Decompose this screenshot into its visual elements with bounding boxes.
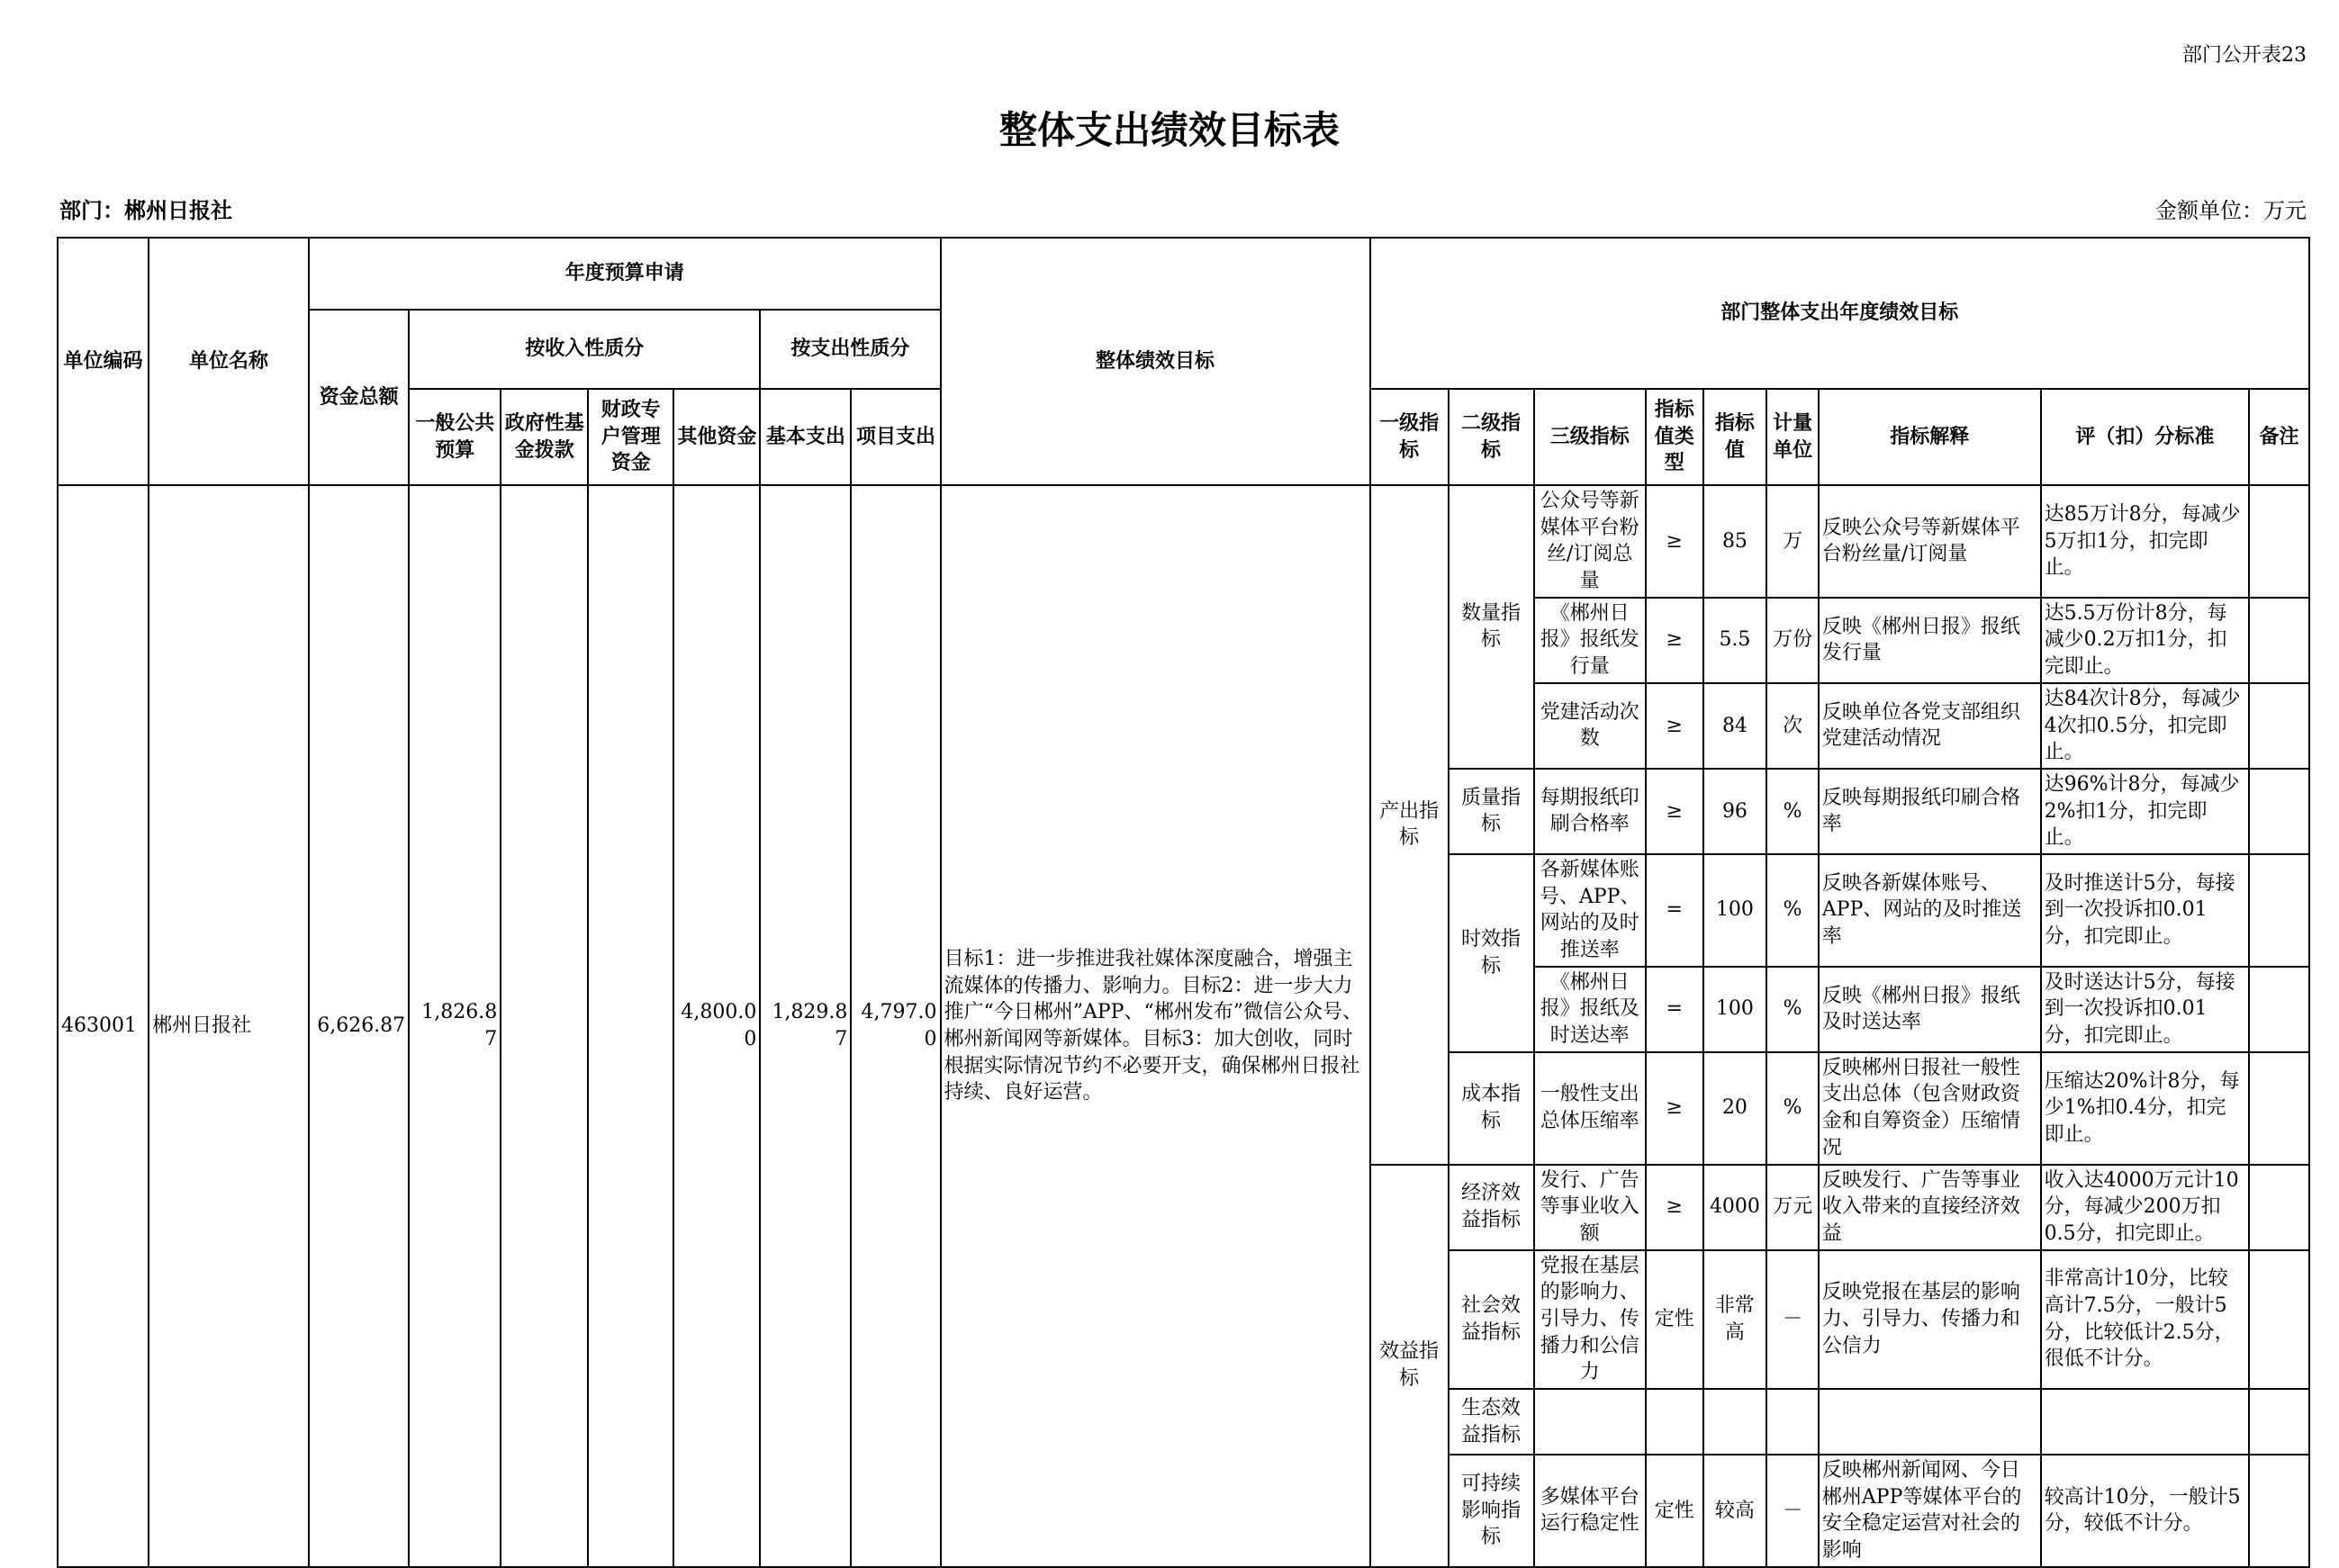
header-gov-fund: 政府性基金拨款 — [501, 389, 588, 485]
indicator-scoring: 达96%计8分，每减少2%扣1分，扣完即止。 — [2041, 769, 2249, 854]
indicator-explain: 反映单位各党支部组织党建活动情况 — [1819, 683, 2041, 769]
indicator-unit: 万 — [1766, 485, 1819, 598]
cell-level2-economic: 经济效益指标 — [1449, 1165, 1534, 1250]
indicator-unit: % — [1766, 769, 1819, 854]
cell-level1-output: 产出指标 — [1370, 485, 1449, 1165]
indicator-value: 20 — [1703, 1052, 1767, 1165]
indicator-type: ≥ — [1646, 769, 1703, 854]
header-level1: 一级指标 — [1370, 389, 1449, 485]
header-basic-expense: 基本支出 — [760, 389, 851, 485]
department-label: 部门：郴州日报社 — [59, 197, 232, 223]
indicator-explain: 反映发行、广告等事业收入带来的直接经济效益 — [1819, 1165, 2041, 1250]
header-level2: 二级指标 — [1449, 389, 1534, 485]
indicator-unit: % — [1766, 1052, 1819, 1165]
header-level3: 三级指标 — [1534, 389, 1646, 485]
indicator-name: 党报在基层的影响力、引导力、传播力和公信力 — [1534, 1250, 1646, 1389]
indicator-name: 党建活动次数 — [1534, 683, 1646, 769]
indicator-unit: % — [1766, 967, 1819, 1052]
indicator-name: 发行、广告等事业收入额 — [1534, 1165, 1646, 1250]
indicator-remark — [2249, 683, 2309, 769]
cell-special-account — [588, 485, 673, 1567]
indicator-type: ≥ — [1646, 1165, 1703, 1250]
header-general-budget: 一般公共预算 — [409, 389, 501, 485]
indicator-explain: 反映各新媒体账号、APP、网站的及时推送率 — [1819, 854, 2041, 967]
indicator-remark — [2249, 967, 2309, 1052]
indicator-explain: 反映郴州新闻网、今日郴州APP等媒体平台的安全稳定运营对社会的影响 — [1819, 1455, 2041, 1567]
cell-level2-cost: 成本指标 — [1449, 1052, 1534, 1165]
indicator-value: 较高 — [1703, 1455, 1767, 1567]
header-by-income: 按收入性质分 — [409, 310, 760, 389]
cell-level1-benefit: 效益指标 — [1370, 1165, 1449, 1567]
indicator-name: 公众号等新媒体平台粉丝/订阅总量 — [1534, 485, 1646, 598]
header-unit-code: 单位编码 — [58, 238, 149, 485]
indicator-value: 4000 — [1703, 1165, 1767, 1250]
indicator-unit: % — [1766, 854, 1819, 967]
indicator-unit — [1766, 1389, 1819, 1455]
header-overall-goal: 整体绩效目标 — [941, 238, 1370, 485]
indicator-type: ≥ — [1646, 485, 1703, 598]
header-remark: 备注 — [2249, 389, 2309, 485]
indicator-scoring — [2041, 1389, 2249, 1455]
indicator-name: 《郴州日报》报纸及时送达率 — [1534, 967, 1646, 1052]
indicator-remark — [2249, 1165, 2309, 1250]
indicator-type: 定性 — [1646, 1455, 1703, 1567]
performance-table — [57, 237, 2310, 1568]
header-other-funds: 其他资金 — [673, 389, 760, 485]
indicator-scoring: 压缩达20%计8分，每少1%扣0.4分，扣完即止。 — [2041, 1052, 2249, 1165]
indicator-type: = — [1646, 967, 1703, 1052]
indicator-scoring: 及时送达计5分，每接到一次投诉扣0.01分，扣完即止。 — [2041, 967, 2249, 1052]
indicator-unit: － — [1766, 1455, 1819, 1567]
header-explain: 指标解释 — [1819, 389, 2041, 485]
indicator-explain: 反映《郴州日报》报纸发行量 — [1819, 598, 2041, 683]
indicator-scoring: 达84次计8分，每减少4次扣0.5分，扣完即止。 — [2041, 683, 2249, 769]
indicator-name: 多媒体平台运行稳定性 — [1534, 1455, 1646, 1567]
header-project-expense: 项目支出 — [851, 389, 940, 485]
indicator-value: 84 — [1703, 683, 1767, 769]
cell-overall-goal: 目标1：进一步推进我社媒体深度融合，增强主流媒体的传播力、影响力。目标2：进一步大力推广“今日郴州”APP、“郴州发布”微信公众号、郴州新闻网等新媒体。目标3：加大创收，同时根据实际情况节约不必要开支，确保郴州日报社持续、良好运营。 — [941, 485, 1370, 1567]
indicator-remark — [2249, 485, 2309, 598]
indicator-type: = — [1646, 854, 1703, 967]
cell-general-budget: 1,826.87 — [409, 485, 501, 1567]
indicator-unit: 万份 — [1766, 598, 1819, 683]
indicator-type: ≥ — [1646, 598, 1703, 683]
indicator-explain: 反映公众号等新媒体平台粉丝量/订阅量 — [1819, 485, 2041, 598]
indicator-explain — [1819, 1389, 2041, 1455]
indicator-name: 《郴州日报》报纸发行量 — [1534, 598, 1646, 683]
cell-project-expense: 4,797.00 — [851, 485, 940, 1567]
indicator-value: 100 — [1703, 967, 1767, 1052]
indicator-remark — [2249, 1250, 2309, 1389]
indicator-scoring: 及时推送计5分，每接到一次投诉扣0.01分，扣完即止。 — [2041, 854, 2249, 967]
indicator-value: 96 — [1703, 769, 1767, 854]
header-by-expense: 按支出性质分 — [760, 310, 940, 389]
indicator-explain: 反映党报在基层的影响力、引导力、传播力和公信力 — [1819, 1250, 2041, 1389]
indicator-explain: 反映每期报纸印刷合格率 — [1819, 769, 2041, 854]
amount-unit-label: 金额单位：万元 — [2155, 198, 2307, 223]
cell-unit-name: 郴州日报社 — [149, 485, 309, 1567]
cell-gov-fund — [501, 485, 588, 1567]
cell-level2-quality: 质量指标 — [1449, 769, 1534, 854]
indicator-remark — [2249, 854, 2309, 967]
header-annual-budget: 年度预算申请 — [309, 238, 941, 310]
cell-level2-timeliness: 时效指标 — [1449, 854, 1534, 1052]
indicator-scoring: 收入达4000万元计10分，每减少200万扣0.5分，扣完即止。 — [2041, 1165, 2249, 1250]
header-total-funds: 资金总额 — [309, 310, 409, 485]
indicator-value: 100 — [1703, 854, 1767, 967]
indicator-scoring: 较高计10分，一般计5分，较低不计分。 — [2041, 1455, 2249, 1567]
cell-level2-social: 社会效益指标 — [1449, 1250, 1534, 1389]
indicator-value: 非常高 — [1703, 1250, 1767, 1389]
indicator-name — [1534, 1389, 1646, 1455]
indicator-name: 每期报纸印刷合格率 — [1534, 769, 1646, 854]
indicator-remark — [2249, 598, 2309, 683]
indicator-value: 5.5 — [1703, 598, 1767, 683]
header-dept-goal: 部门整体支出年度绩效目标 — [1370, 238, 2309, 389]
indicator-name: 一般性支出总体压缩率 — [1534, 1052, 1646, 1165]
indicator-remark — [2249, 1455, 2309, 1567]
indicator-type: ≥ — [1646, 683, 1703, 769]
cell-total-funds: 6,626.87 — [309, 485, 409, 1567]
header-unit-name: 单位名称 — [149, 238, 309, 485]
indicator-remark — [2249, 1389, 2309, 1455]
indicator-unit: 万元 — [1766, 1165, 1819, 1250]
header-unit: 计量单位 — [1766, 389, 1819, 485]
header-value-type: 指标值类型 — [1646, 389, 1703, 485]
indicator-type: 定性 — [1646, 1250, 1703, 1389]
indicator-name: 各新媒体账号、APP、网站的及时推送率 — [1534, 854, 1646, 967]
cell-basic-expense: 1,829.87 — [760, 485, 851, 1567]
indicator-type — [1646, 1389, 1703, 1455]
cell-level2-ecological: 生态效益指标 — [1449, 1389, 1534, 1455]
indicator-type: ≥ — [1646, 1052, 1703, 1165]
indicator-remark — [2249, 769, 2309, 854]
cell-other-funds: 4,800.00 — [673, 485, 760, 1567]
indicator-explain: 反映郴州日报社一般性支出总体（包含财政资金和自筹资金）压缩情况 — [1819, 1052, 2041, 1165]
header-value: 指标值 — [1703, 389, 1767, 485]
page-title: 整体支出绩效目标表 — [998, 108, 1340, 152]
indicator-value: 85 — [1703, 485, 1767, 598]
indicator-scoring: 达85万计8分，每减少5万扣1分，扣完即止。 — [2041, 485, 2249, 598]
form-number: 部门公开表23 — [2182, 44, 2307, 67]
indicator-unit: 次 — [1766, 683, 1819, 769]
header-scoring: 评（扣）分标准 — [2041, 389, 2249, 485]
indicator-scoring: 非常高计10分，比较高计7.5分，一般计5分，比较低计2.5分，很低不计分。 — [2041, 1250, 2249, 1389]
indicator-explain: 反映《郴州日报》报纸及时送达率 — [1819, 967, 2041, 1052]
cell-unit-code: 463001 — [58, 485, 149, 1567]
indicator-unit: － — [1766, 1250, 1819, 1389]
indicator-remark — [2249, 1052, 2309, 1165]
cell-level2-sustainable: 可持续影响指标 — [1449, 1455, 1534, 1567]
indicator-scoring: 达5.5万份计8分，每减少0.2万扣1分，扣完即止。 — [2041, 598, 2249, 683]
header-special-account: 财政专户管理资金 — [588, 389, 673, 485]
indicator-value — [1703, 1389, 1767, 1455]
cell-level2-quantity: 数量指标 — [1449, 485, 1534, 769]
